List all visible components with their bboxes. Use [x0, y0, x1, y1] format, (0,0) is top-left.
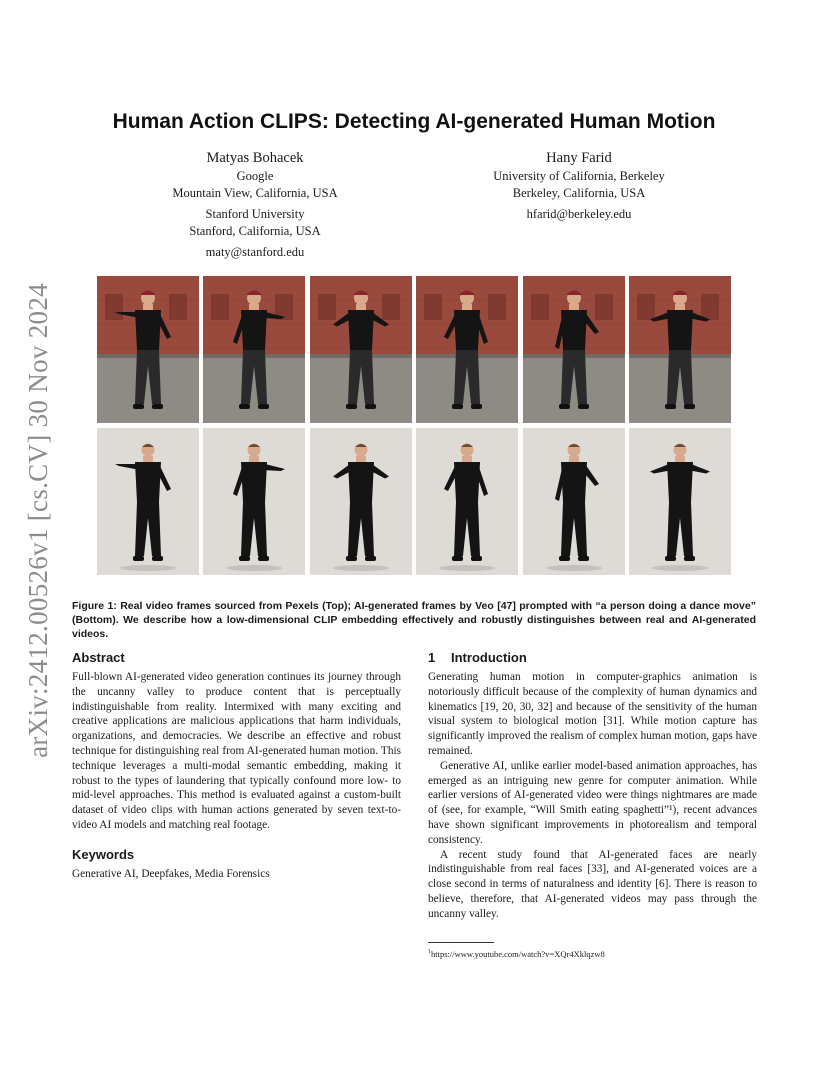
intro-paragraph-1: Generating human motion in computer-graphics animation is notoriously difficult because of the complexity of human dynamics and kinematics [19, 20, 30, 32] and because of the sensitivity of the human visual system to biological motion [31]. While motion capture has significantly improved the realism of complex human motion, gaps have remained. [428, 671, 757, 757]
affiliation-location: Stanford, California, USA [189, 223, 321, 238]
figure-frame-generated-4 [416, 428, 518, 575]
paper-title: Human Action CLIPS: Detecting AI-generated Human Motion [112, 110, 716, 133]
affiliation-org: University of California, Berkeley [493, 169, 665, 183]
figure-frame-real-5 [523, 276, 625, 423]
keywords-heading: Keywords [72, 846, 135, 862]
figure-frame-generated-2 [203, 428, 305, 575]
figure-frame-generated-6 [629, 428, 731, 575]
affiliation-org: Stanford University [205, 207, 305, 221]
footnote-mark: 1 [428, 949, 431, 955]
author-email[interactable]: maty@stanford.edu [205, 245, 305, 259]
section-title: Introduction [451, 650, 527, 665]
author-block-1 [120, 148, 390, 261]
footnote-rule [428, 942, 494, 943]
author-email[interactable]: hfarid@berkeley.edu [526, 207, 632, 221]
introduction-heading [428, 648, 757, 667]
figure-1-image-grid [97, 276, 731, 575]
figure-caption: Figure 1: Real video frames sourced from Pexels (Top); AI-generated frames by Veo [47] prompted with “a person doing a dance move” (Bottom). We describe how a low-dimensional CLIP embedding effectively and robustly distinguishes between real and AI-generated videos. [72, 600, 756, 641]
left-column [72, 648, 401, 882]
author-name: Hany Farid [546, 150, 612, 166]
author-block-2 [460, 148, 698, 223]
figure-frame-real-3 [310, 276, 412, 423]
figure-frame-generated-3 [310, 428, 412, 575]
abstract-heading: Abstract [72, 650, 125, 665]
keywords-text: Generative AI, Deepfakes, Media Forensics [72, 867, 270, 880]
arxiv-identifier [20, 282, 56, 758]
figure-frame-real-4 [416, 276, 518, 423]
figure-frame-real-6 [629, 276, 731, 423]
author-name: Matyas Bohacek [206, 150, 304, 166]
arxiv-id-text: arXiv:2412.00526v1 [cs.CV] 30 Nov 2024 [22, 282, 53, 758]
intro-paragraph-2: Generative AI, unlike earlier model-based animation approaches, has emerged as an intriguing new genre for computer animation. While earlier versions of AI-generated video were things nightmares are made of (see, for example, “Will Smith eating spaghetti”¹), recent advances have shown significant improvements in photorealism and temporal consistency. [428, 759, 757, 846]
intro-paragraph-3: A recent study found that AI-generated faces are nearly indistinguishable from real faces [33], and AI-generated voices are a close second in terms of naturalness and identity [6]. There is reason to believe, therefore, that AI-generated videos may pass through the uncanny valley. [428, 848, 757, 920]
footnote-url[interactable]: https://www.youtube.com/watch?v=XQr4Xklqzw8 [431, 948, 605, 959]
abstract-text: Full-blown AI-generated video generation continues its journey through the uncanny valley to produce content that is perceptually indistinguishable from reality. Intermixed with many exciting and creative applications are malicious applications that harm individuals, organizations, and democracies. We describe an effective and robust technique for distinguishing real from AI-generated human motion. This technique leverages a multi-modal semantic embedding, making it robust to the types of laundering that typically confound more low- to mid-level approaches. This method is evaluated against a custom-built dataset of video clips with human actions generated by seven text-to-video AI models and matching real footage. [72, 671, 401, 831]
section-number: 1 [428, 650, 436, 665]
right-column [428, 648, 757, 922]
figure-frame-real-1 [97, 276, 199, 423]
footnote [428, 947, 757, 960]
figure-frame-generated-1 [97, 428, 199, 575]
affiliation-location: Berkeley, California, USA [512, 185, 646, 200]
figure-frame-real-2 [203, 276, 305, 423]
affiliation-location: Mountain View, California, USA [172, 185, 338, 200]
figure-frame-generated-5 [523, 428, 625, 575]
affiliation-org: Google [236, 169, 274, 183]
